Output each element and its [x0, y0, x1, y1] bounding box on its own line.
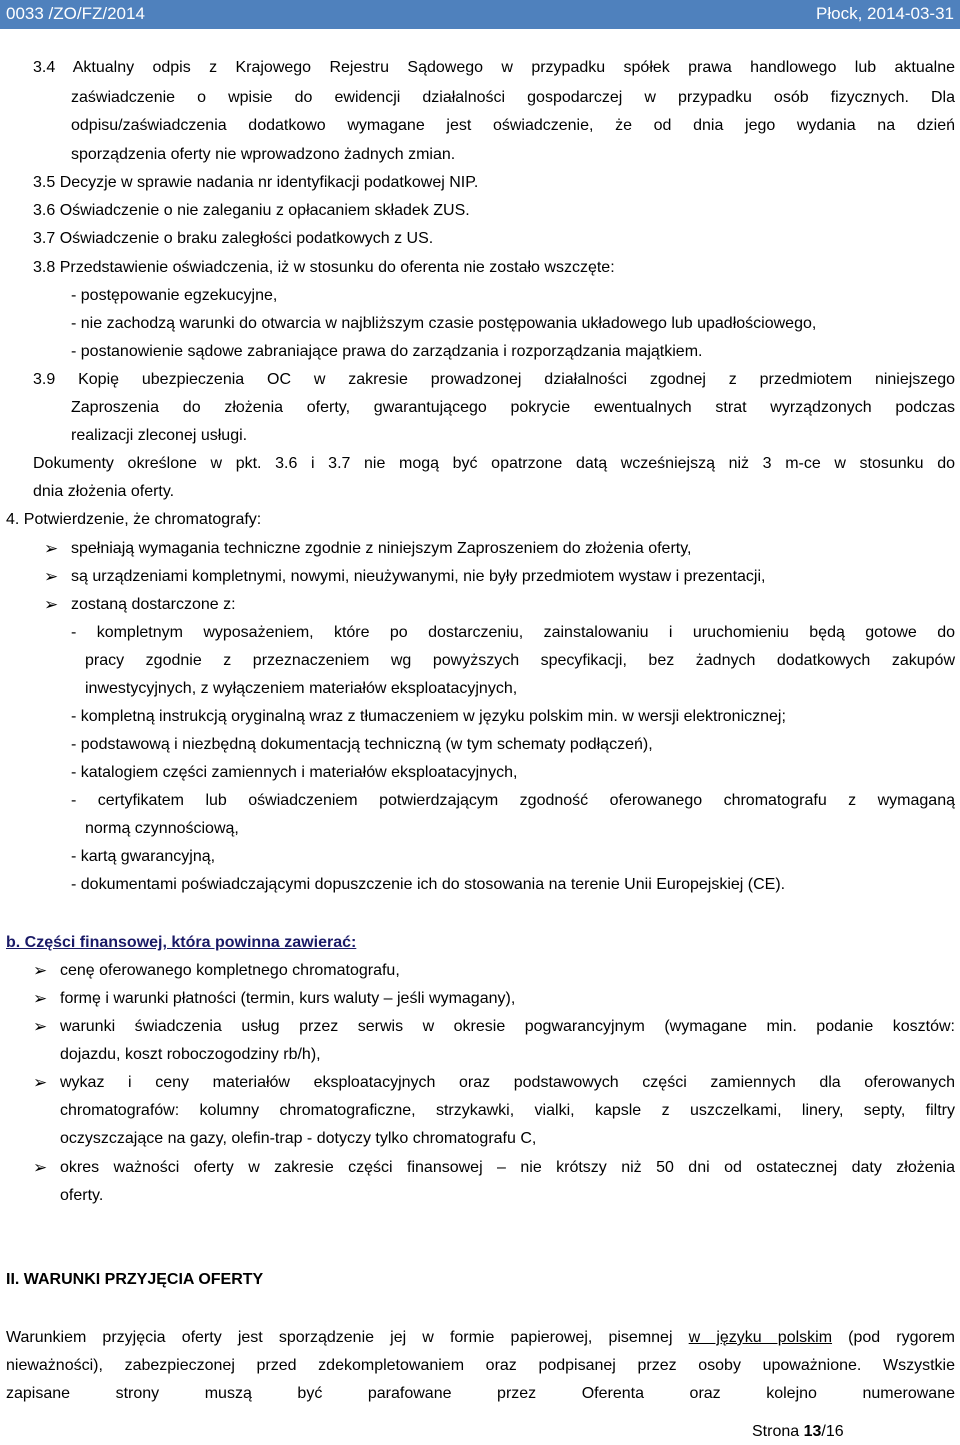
part-b-item-4-line2: chromatografów: kolumny chromatograficzne, strzykawki, vialki, kapsle z uszczelkami, linery, septy, filtry [60, 1102, 955, 1119]
para-3-5: 3.5 Decyzje w sprawie nadania nr identyfikacji podatkowej NIP. [33, 174, 479, 191]
delivery-item-1-line3: inwestycyjnych, z wyłączeniem materiałów eksploatacyjnych, [85, 680, 518, 697]
para-3-4-line4: sporządzenia oferty nie wprowadzono żadnych zmian. [71, 146, 456, 163]
para-3-7: 3.7 Oświadczenie o braku zaległości podatkowych z US. [33, 230, 434, 247]
para-3-8: 3.8 Przedstawienie oświadczenia, iż w stosunku do oferenta nie zostało wszczęte: [33, 259, 615, 276]
section-ii-heading: II. WARUNKI PRZYJĘCIA OFERTY [6, 1271, 264, 1288]
delivery-item-1-line1: - kompletnym wyposażeniem, które po dostarczeniu, zainstalowaniu i uruchomieniu będą gotowe do [71, 624, 955, 641]
page-label: Strona [752, 1423, 800, 1440]
documents-note-line1: Dokumenty określone w pkt. 3.6 i 3.7 nie mogą być opatrzone datą wcześniejszą niż 3 m-ce w stosunku do [33, 455, 955, 472]
section-4-bullet-3: zostaną dostarczone z: [71, 596, 236, 613]
document-header [0, 0, 960, 29]
para-3-8-item-a: - postępowanie egzekucyjne, [71, 287, 278, 304]
page-current: 13 [803, 1423, 822, 1440]
page-total: /16 [821, 1423, 844, 1440]
para-3-9-line2: Zaproszenia do złożenia oferty, gwarantującego pokrycie ewentualnych strat wyrządzonych podczas [71, 399, 955, 416]
part-b-item-3-line1: warunki świadczenia usług przez serwis w okresie pogwarancyjnym (wymagane min. podanie kosztów: [60, 1018, 955, 1035]
arrow-bullet-icon: ➢ [44, 595, 59, 614]
para-3-4-line1: 3.4 Aktualny odpis z Krajowego Rejestru Sądowego w przypadku spółek prawa handlowego lub aktualne [33, 59, 955, 76]
para-3-6: 3.6 Oświadczenie o nie zaleganiu z opłacaniem składek ZUS. [33, 202, 470, 219]
delivery-item-2: - kompletną instrukcją oryginalną wraz z tłumaczeniem w języku polskim min. w wersji elektronicznej; [71, 708, 786, 725]
section-4-bullet-2: są urządzeniami kompletnymi, nowymi, nieużywanymi, nie były przedmiotem wystaw i prezentacji, [71, 568, 766, 585]
section-ii-line1-text-a: Warunkiem przyjęcia oferty jest sporządzenie jej w formie papierowej, pisemnej [6, 1329, 673, 1346]
section-ii-line1-text-b: (pod rygorem [848, 1329, 955, 1346]
documents-note-line2: dnia złożenia oferty. [33, 483, 175, 500]
arrow-bullet-icon: ➢ [33, 1158, 48, 1177]
delivery-item-3: - podstawową i niezbędną dokumentacją techniczną (w tym schematy podłączeń), [71, 736, 653, 753]
section-4-heading: 4. Potwierdzenie, że chromatografy: [6, 511, 262, 528]
part-b-item-2: formę i warunki płatności (termin, kurs waluty – jeśli wymagany), [60, 990, 516, 1007]
para-3-8-item-c: - postanowienie sądowe zabraniające prawa do zarządzania i rozporządzania majątkiem. [71, 343, 703, 360]
place-date: Płock, 2014-03-31 [816, 4, 954, 23]
part-b-item-1: cenę oferowanego kompletnego chromatografu, [60, 962, 400, 979]
arrow-bullet-icon: ➢ [44, 539, 59, 558]
para-3-9-line1: 3.9 Kopię ubezpieczenia OC w zakresie prowadzonej działalności zgodnej z przedmiotem niniejszego [33, 371, 955, 388]
delivery-item-5-line2: normą czynnościową, [85, 820, 239, 837]
part-b-heading: b. Części finansowej, która powinna zawierać: [6, 934, 357, 951]
page-number [752, 1420, 844, 1444]
delivery-item-5-line1: - certyfikatem lub oświadczeniem potwierdzającym zgodność oferowanego chromatografu z wymaganą [71, 792, 955, 809]
section-ii-line2: nieważności), zabezpieczonej przed zdekompletowaniem oraz podpisanej przez osoby upoważnione. Wszystkie [6, 1357, 955, 1374]
delivery-item-1-line2: pracy zgodnie z przeznaczeniem wg powyższych specyfikacji, bez żadnych dodatkowych zakupów [85, 652, 955, 669]
section-ii-line1 [6, 1324, 955, 1352]
para-3-8-item-b: - nie zachodzą warunki do otwarcia w najbliższym czasie postępowania układowego lub upadłościowego, [71, 315, 817, 332]
delivery-item-7: - dokumentami poświadczającymi dopuszczenie ich do stosowania na terenie Unii Europejskiej (CE). [71, 876, 786, 893]
arrow-bullet-icon: ➢ [33, 1017, 48, 1036]
part-b-item-5-line1: okres ważności oferty w zakresie części finansowej – nie krótszy niż 50 dni od ostatecznej daty złożenia [60, 1159, 955, 1176]
arrow-bullet-icon: ➢ [33, 989, 48, 1008]
delivery-item-6: - kartą gwarancyjną, [71, 848, 216, 865]
arrow-bullet-icon: ➢ [44, 567, 59, 586]
document-id: 0033 /ZO/FZ/2014 [6, 4, 145, 23]
arrow-bullet-icon: ➢ [33, 961, 48, 980]
part-b-item-4-line1: wykaz i ceny materiałów eksploatacyjnych oraz podstawowych części zamiennych dla oferowanych [60, 1074, 955, 1091]
delivery-item-4: - katalogiem części zamiennych i materiałów eksploatacyjnych, [71, 764, 518, 781]
part-b-item-3-line2: dojazdu, koszt roboczogodziny rb/h), [60, 1046, 321, 1063]
para-3-9-line3: realizacji zleconej usługi. [71, 427, 248, 444]
para-3-4-line2: zaświadczenie o wpisie do ewidencji działalności gospodarczej w przypadku osób fizycznych. Dla [71, 89, 955, 106]
para-3-4-line3: odpisu/zaświadczenia dodatkowo wymagane jest oświadczenie, że od dnia jego wydania na dzień [71, 117, 955, 134]
part-b-item-5-line2: oferty. [60, 1187, 104, 1204]
section-ii-line3: zapisane strony muszą być parafowane przez Oferenta oraz kolejno numerowane [6, 1385, 955, 1402]
arrow-bullet-icon: ➢ [33, 1073, 48, 1092]
polish-language-emphasis: w języku polskim [688, 1329, 833, 1346]
section-4-bullet-1: spełniają wymagania techniczne zgodnie z niniejszym Zaproszeniem do złożenia oferty, [71, 540, 692, 557]
part-b-item-4-line3: oczyszczające na gazy, olefin-trap - dotyczy tylko chromatografu C, [60, 1130, 537, 1147]
